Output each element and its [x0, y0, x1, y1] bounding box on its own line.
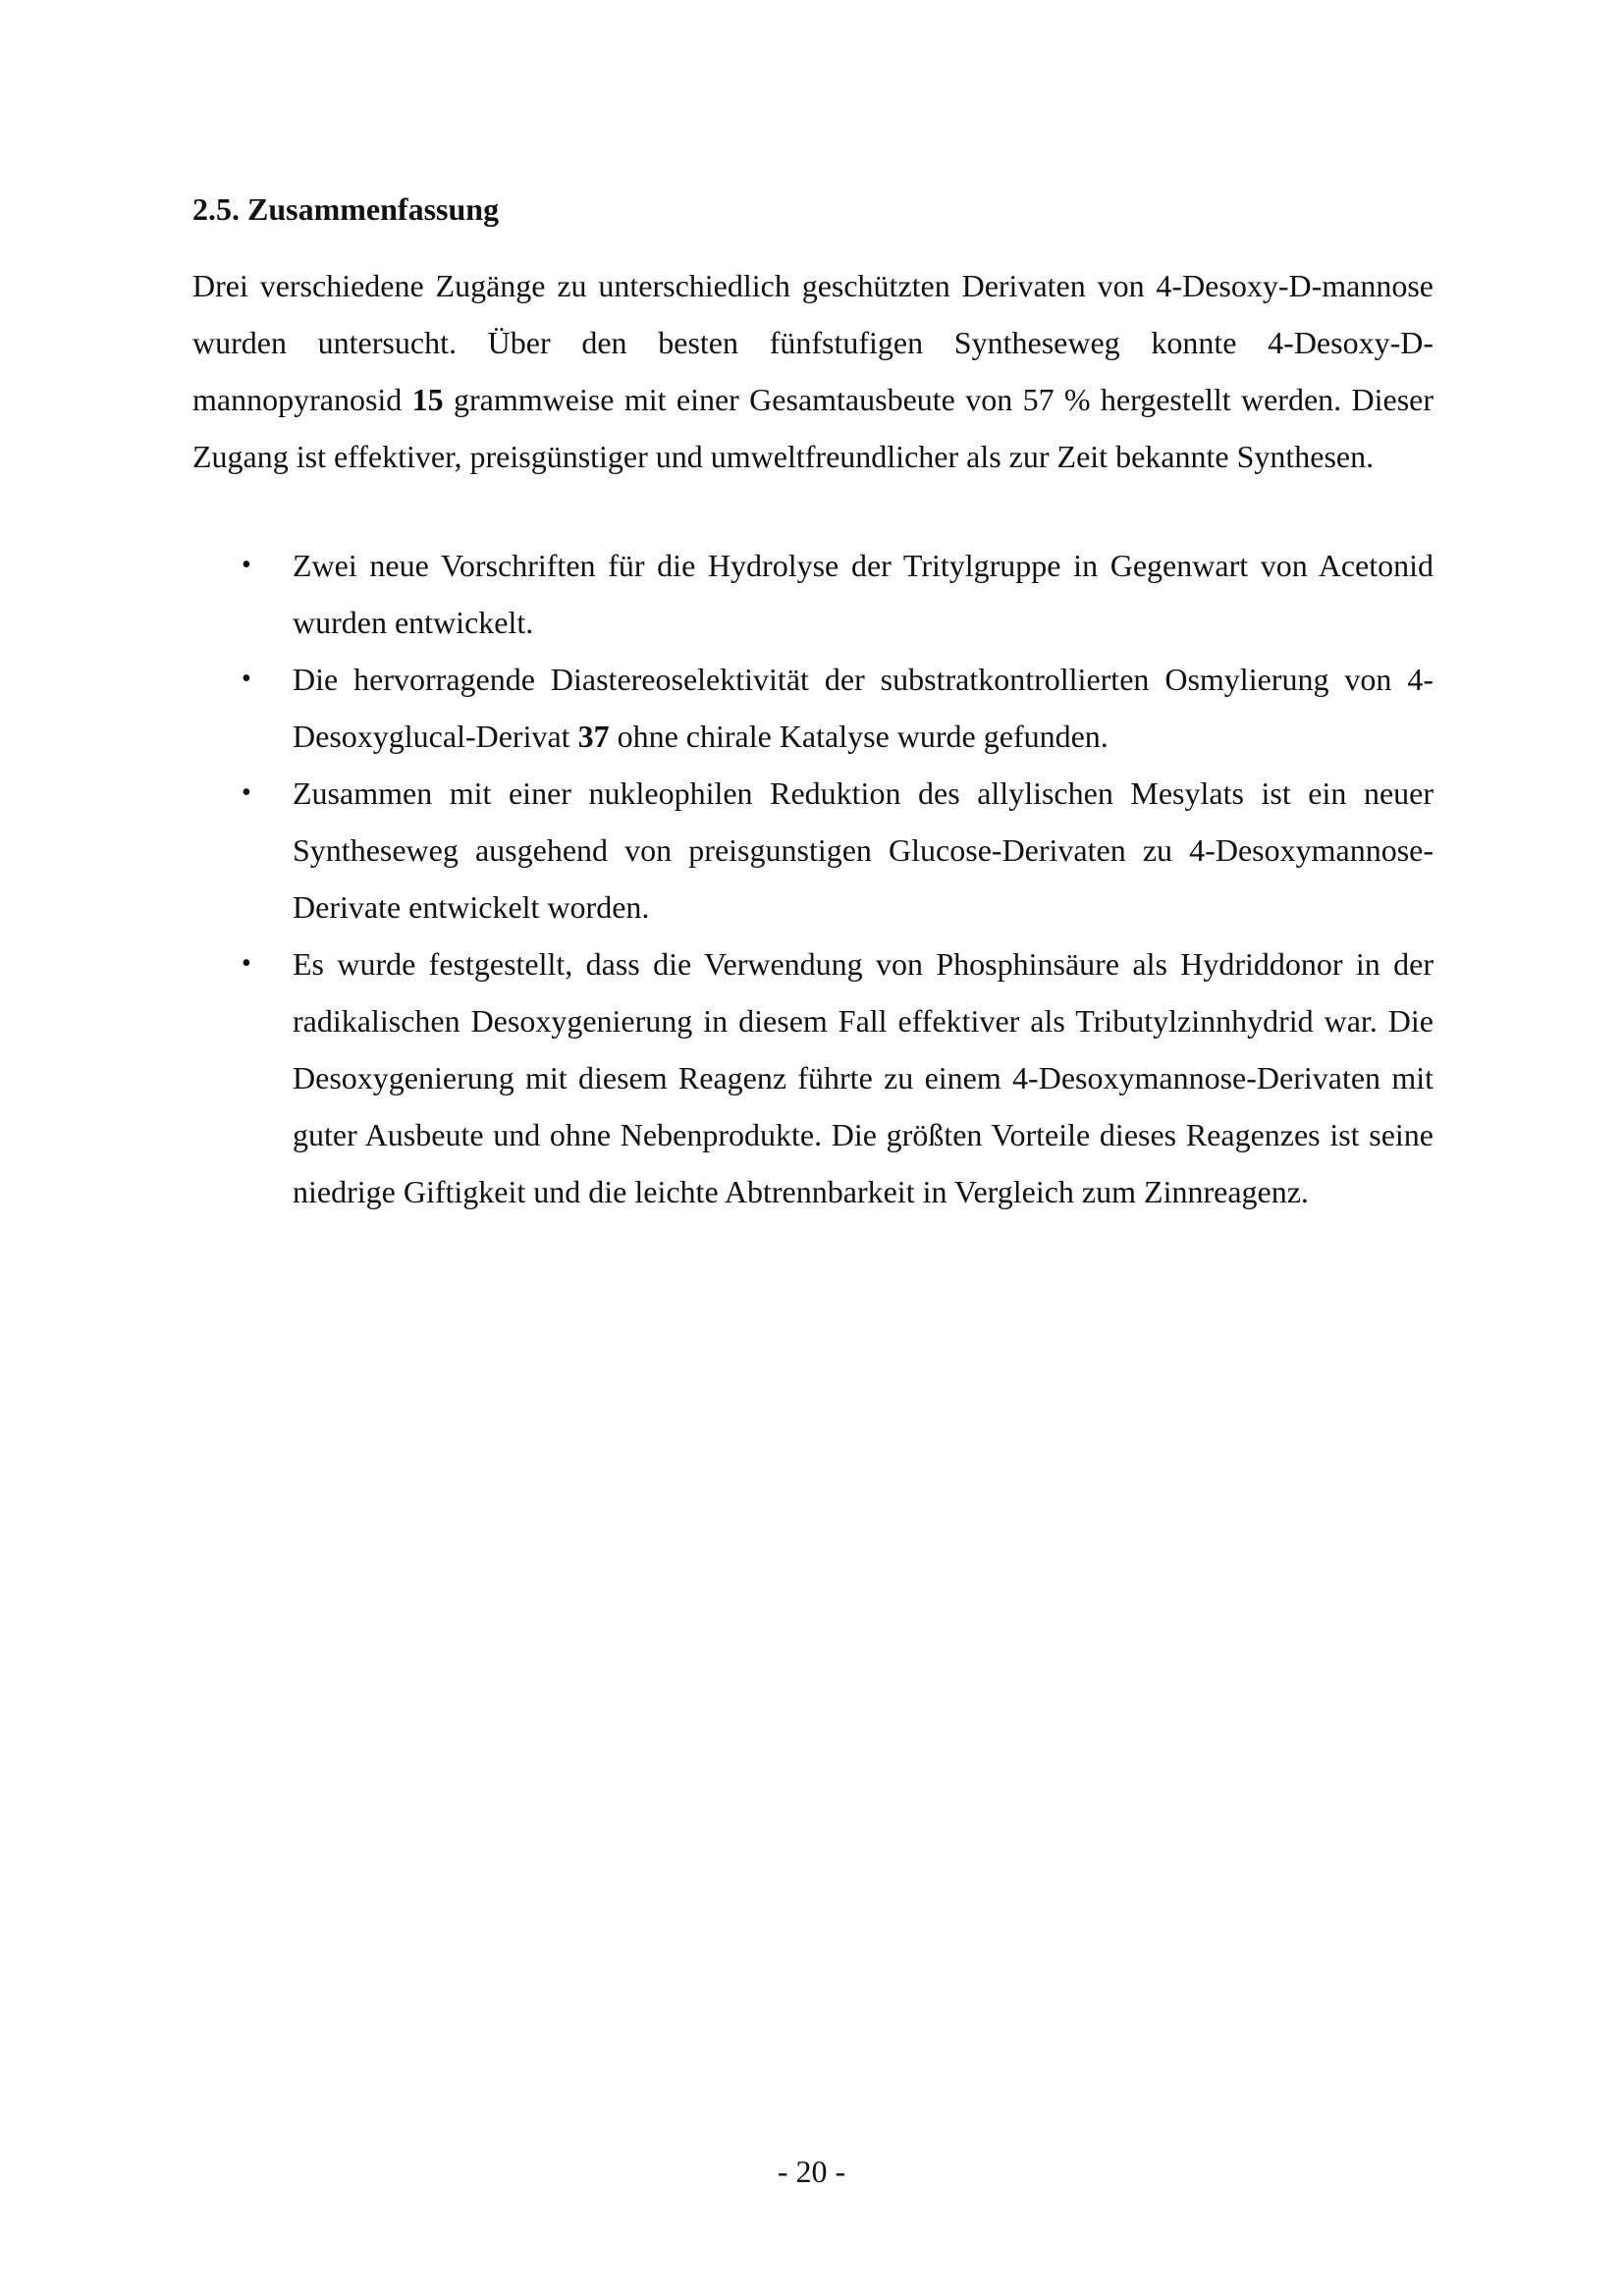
list-item-text: Zwei neue Vorschriften für die Hydrolyse der Tritylgruppe in Gegenwart von Acetonid wurden entwickelt.: [293, 548, 1434, 640]
section-heading: 2.5. Zusammenfassung: [192, 191, 500, 227]
page-number: - 20 -: [777, 2154, 846, 2189]
list-item: [192, 935, 1434, 1220]
compound-number: 15: [411, 382, 444, 417]
list-item-text: Zusammen mit einer nukleophilen Reduktion des allylischen Mesylats ist ein neuer Syntheseweg ausgehend von preisgunstigen Glucose-Derivaten zu 4-Desoxymannose-Derivate entwickelt worden.: [293, 775, 1434, 925]
intro-text-2: -mannose wurden untersucht. Über den besten fünfstufigen Syntheseweg konnte 4-Desoxy-: [192, 268, 1434, 360]
intro-paragraph: [192, 257, 1434, 485]
list-item: [192, 537, 1434, 651]
intro-text-1: Drei verschiedene Zugänge zu unterschiedlich geschützten Derivaten von 4-Desoxy-: [192, 268, 1289, 303]
summary-bullet-list: [192, 537, 1434, 1220]
list-item-text: Die hervorragende Diastereoselektivität der substratkontrollierten Osmylierung von 4-Desoxyglucal-Derivat: [293, 662, 1434, 754]
bullet-icon: •: [242, 664, 251, 694]
intro-text-3: -mannopyranosid: [192, 325, 1434, 417]
bullet-icon: •: [242, 777, 251, 808]
compound-number: 37: [577, 719, 610, 754]
d-configuration-1: D: [1288, 268, 1312, 303]
intro-text-4: grammweise mit einer Gesamtausbeute von 57 % hergestellt werden. Dieser Zugang ist effektiver, preisgünstiger und umweltfreundlicher als zur Zeit bekannte Synthesen.: [192, 382, 1434, 474]
bullet-icon: •: [242, 550, 251, 580]
list-item-text: Es wurde festgestellt, dass die Verwendung von Phosphinsäure als Hydriddonor in der radikalischen Desoxygenierung in diesem Fall effektiver als Tributylzinnhydrid war. Die Desoxygenierung mit diesem Reagenz führte zu einem 4-Desoxymannose-Derivaten mit guter Ausbeute und ohne Nebenprodukte. Die größten Vorteile dieses Reagenzes ist seine niedrige Giftigkeit und die leichte Abtrennbarkeit in Vergleich zum Zinnreagenz.: [293, 946, 1434, 1209]
list-item: [192, 765, 1434, 935]
bullet-icon: •: [242, 948, 251, 979]
list-item: [192, 651, 1434, 765]
d-configuration-2: D: [1400, 325, 1424, 360]
list-item-text: ohne chirale Katalyse wurde gefunden.: [609, 719, 1109, 754]
